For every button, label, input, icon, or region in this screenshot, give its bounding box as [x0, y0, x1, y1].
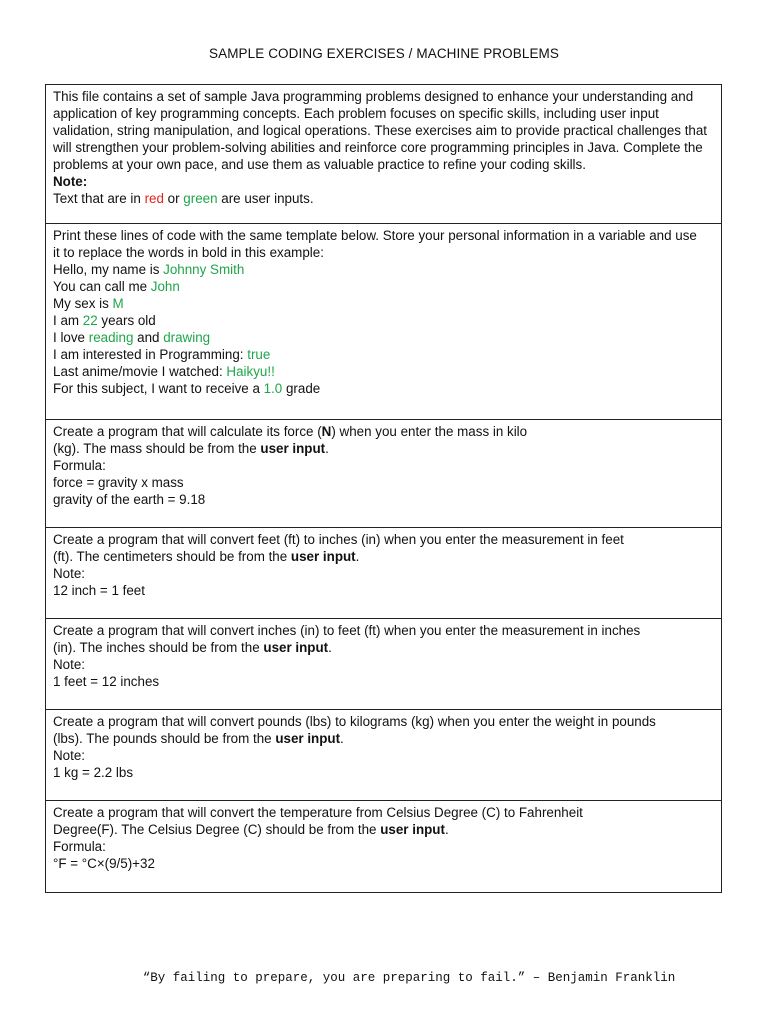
problem-5-note: 1 kg = 2.2 lbs [53, 765, 134, 780]
problem-1-grade-line [53, 380, 714, 397]
page-title: SAMPLE CODING EXERCISES / MACHINE PROBLEMS [208, 46, 560, 61]
bold-text: user input [290, 549, 356, 564]
text: . [325, 441, 329, 456]
value: M [112, 296, 124, 311]
bold-text: user input [275, 731, 341, 746]
note-post: are user inputs. [217, 191, 314, 206]
problem-6-formula-label: Formula: [53, 839, 106, 854]
bold-text: user input [263, 640, 329, 655]
text: . [328, 640, 332, 655]
note-red: red [144, 191, 164, 206]
problem-4-note: 1 feet = 12 inches [53, 674, 160, 689]
value: true [247, 347, 271, 362]
note-green: green [183, 191, 218, 206]
problem-5-line-2 [53, 730, 714, 747]
problem-1-nickname-line [53, 278, 714, 295]
problem-5-note-label: Note: [53, 748, 86, 763]
problem-1-hobbies-line [53, 329, 714, 346]
bold-text: N [321, 424, 332, 439]
text: . [355, 549, 360, 564]
label: grade [282, 381, 321, 396]
problem-6-line-2 [53, 821, 714, 838]
problem-3-line-1: Create a program that will convert feet (ft) to inches (in) when you enter the measurement in feet [53, 532, 624, 547]
text: Create a program that will calculate its force ( [53, 424, 322, 439]
problem-2-line-1 [53, 423, 714, 440]
value: 1.0 [263, 381, 283, 396]
label: Hello, my name is [53, 262, 164, 277]
text: Degree(F). The Celsius Degree (C) should be from the [53, 822, 381, 837]
problem-1-line-1: Print these lines of code with the same template below. Store your personal information in a variable and use [53, 228, 697, 243]
problem-1-sex-line [53, 295, 714, 312]
text: ) when you enter the mass in kilo [331, 424, 528, 439]
problem-4-note-label: Note: [53, 657, 86, 672]
footer-quote: “By failing to prepare, you are preparing to fail.” – Benjamin Franklin [142, 971, 676, 985]
label: Last anime/movie I watched: [53, 364, 227, 379]
problem-1-interest-line [53, 346, 714, 363]
label: I love [53, 330, 89, 345]
note-pre: Text that are in [53, 191, 145, 206]
label: I am [53, 313, 83, 328]
exercise-table [45, 84, 722, 893]
problem-1-line-2: it to replace the words in bold in this example: [53, 245, 324, 260]
label: and [133, 330, 164, 345]
intro-cell [46, 85, 721, 224]
note-mid: or [163, 191, 184, 206]
intro-paragraph: This file contains a set of sample Java programming problems designed to enhance your understanding and application of key programming concepts. Each problem focuses on specific skills, including user input validation, string manipulation, and logical operations. These exercises aim to provide practical challenges that will strengthen your problem-solving abilities and reinforce core programming principles in Java. Complete the problems at your own pace, and use them as valuable practice to refine your coding skills. [53, 89, 708, 172]
label: years old [97, 313, 156, 328]
problem-5-line-1: Create a program that will convert pounds (lbs) to kilograms (kg) when you enter the weight in pounds [53, 714, 656, 729]
problem-6-line-1: Create a program that will convert the temperature from Celsius Degree (C) to Fahrenheit [53, 805, 583, 820]
problem-4-cell [46, 619, 721, 710]
problem-1-name-line [53, 261, 714, 278]
text: (kg). The mass should be from the [53, 441, 261, 456]
problem-1-age-line [53, 312, 714, 329]
text: (lbs). The pounds should be from the [53, 731, 276, 746]
value: 22 [82, 313, 98, 328]
problem-3-note: 12 inch = 1 feet [53, 583, 145, 598]
label: For this subject, I want to receive a [53, 381, 264, 396]
value: reading [88, 330, 134, 345]
problem-1-cell [46, 224, 721, 420]
problem-3-line-2 [53, 548, 714, 565]
problem-4-line-1: Create a program that will convert inches (in) to feet (ft) when you enter the measurement in inches [53, 623, 641, 638]
problem-2-formula-label: Formula: [53, 458, 106, 473]
bold-text: user input [260, 441, 326, 456]
problem-6-cell [46, 801, 721, 892]
note-label: Note: [53, 174, 88, 189]
label: You can call me [53, 279, 151, 294]
problem-6-formula: °F = °C×(9/5)+32 [53, 856, 155, 871]
bold-text: user input [380, 822, 445, 837]
problem-2-formula: force = gravity x mass [53, 475, 184, 490]
value: drawing [163, 330, 211, 345]
value: Johnny Smith [163, 262, 245, 277]
problem-2-gravity: gravity of the earth = 9.18 [53, 492, 206, 507]
problem-3-note-label: Note: [53, 566, 86, 581]
problem-3-cell [46, 528, 721, 619]
text: . [444, 822, 449, 837]
problem-1-anime-line [53, 363, 714, 380]
problem-4-line-2 [53, 639, 714, 656]
value: John [150, 279, 180, 294]
label: My sex is [53, 296, 113, 311]
text: (in). The inches should be from the [53, 640, 264, 655]
problem-2-cell [46, 420, 721, 528]
text: . [340, 731, 344, 746]
text: (ft). The centimeters should be from the [53, 549, 291, 564]
problem-5-cell [46, 710, 721, 801]
value: Haikyu!! [226, 364, 275, 379]
note-text [53, 190, 714, 207]
problem-2-line-2 [53, 440, 714, 457]
label: I am interested in Programming: [53, 347, 248, 362]
